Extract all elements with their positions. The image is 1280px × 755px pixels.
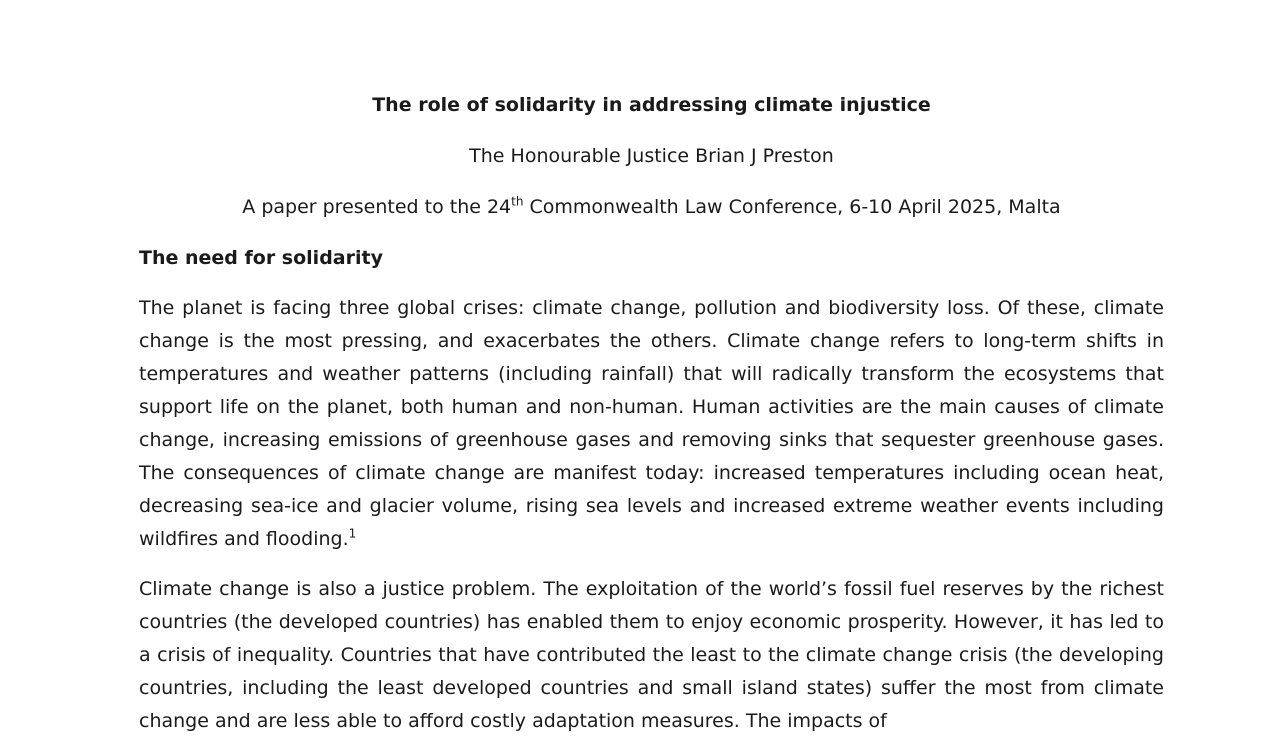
document-venue bbox=[139, 190, 1164, 224]
document-page bbox=[139, 88, 1164, 755]
document-title: The role of solidarity in addressing climate injustice bbox=[372, 94, 931, 116]
venue-text-before: A paper presented to the 24 bbox=[242, 196, 512, 218]
section-heading: The need for solidarity bbox=[139, 247, 383, 269]
document-author: The Honourable Justice Brian J Preston bbox=[469, 145, 834, 167]
paragraph-2: Climate change is also a justice problem. The exploitation of the world’s fossil fuel reserves by the richest countries (the developed countries) has enabled them to enjoy economic prosperity. However, it has led to a crisis of inequality. Countries that have contributed the least to the climate change crisis (the developing countries, including the least developed countries and small island states) suffer the most from climate change and are less able to afford costly adaptation measures. The impacts of bbox=[139, 578, 1164, 732]
venue-ordinal-suffix: th bbox=[511, 194, 524, 209]
paragraph-1 bbox=[139, 292, 1164, 556]
venue-text-after: Commonwealth Law Conference, 6-10 April 2025, Malta bbox=[523, 196, 1061, 218]
footnote-marker[interactable]: 1 bbox=[348, 526, 357, 541]
paragraph-1-text: The planet is facing three global crises: climate change, pollution and biodiversity loss. Of these, climate change is the most pressing, and exacerbates the others. Climate change refers to long-term shifts in temperatures and weather patterns (including rainfall) that will radically transform the ecosystems that support life on the planet, both human and non-human. Human activities are the main causes of climate change, increasing emissions of greenhouse gases and removing sinks that sequester greenhouse gases. The consequences of climate change are manifest today: increased temperatures including ocean heat, decreasing sea-ice and glacier volume, rising sea levels and increased extreme weather events including wildfires and flooding. bbox=[139, 297, 1164, 550]
